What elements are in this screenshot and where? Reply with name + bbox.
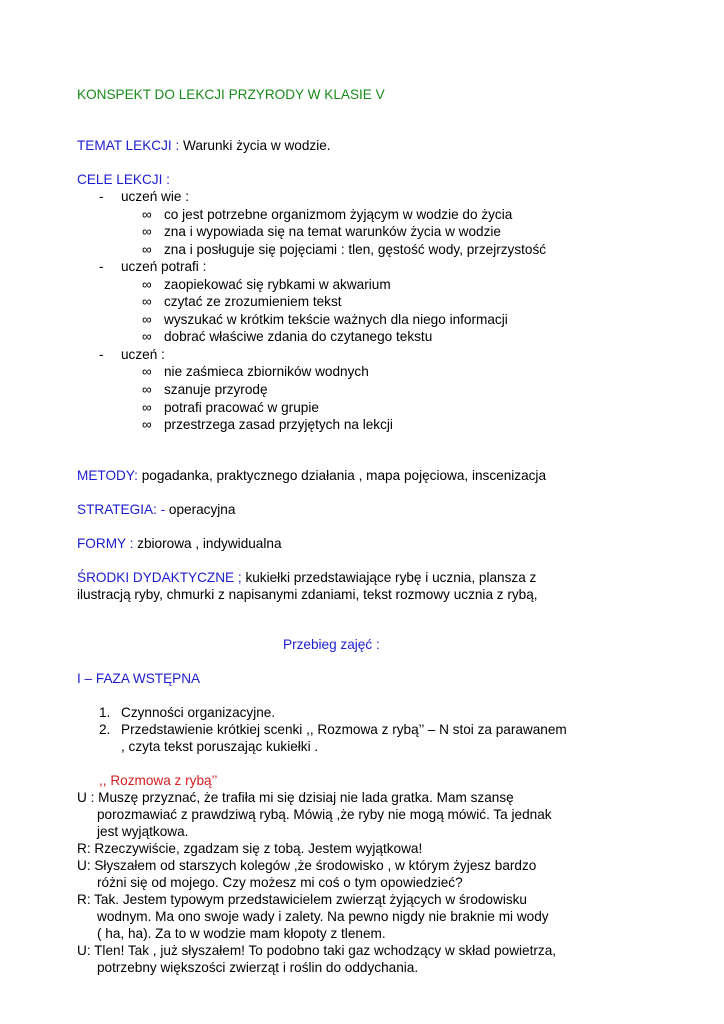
dialog-line: potrzebny większości zwierząt i roślin do oddychania. xyxy=(97,960,419,975)
forms-value: zbiorowa , indywidualna xyxy=(133,536,282,551)
aids-line xyxy=(77,569,536,586)
methods-label: METODY: xyxy=(77,468,138,483)
infinity-bullet-icon: ∞ xyxy=(142,400,152,415)
goal-item: ∞ czytać ze zrozumieniem tekst xyxy=(142,294,342,309)
aids-line-2: ilustracją ryby, chmurki z napisanymi zdaniami, tekst rozmowy ucznia z rybą, xyxy=(77,587,538,602)
goal-item: ∞ wyszukać w krótkim tekście ważnych dla niego informacji xyxy=(142,312,508,327)
step-continuation: , czyta tekst poruszając kukiełki . xyxy=(121,739,319,754)
goal-item: ∞ co jest potrzebne organizmom żyjącym w wodzie do życia xyxy=(142,207,513,222)
dash-marker: - xyxy=(99,259,104,274)
methods-value: pogadanka, praktycznego działania , mapa pojęciowa, inscenizacja xyxy=(137,468,547,483)
dialog-line: U : Muszę przyznać, że trafiła mi się dzisiaj nie lada gratka. Mam szansę xyxy=(77,790,514,805)
course-title: Przebieg zajęć : xyxy=(283,637,380,652)
goal-item: ∞ nie zaśmieca zbiorników wodnych xyxy=(142,364,369,379)
step-item: 2. Przedstawienie krótkiej scenki ,, Rozmowa z rybą’’ – N stoi za parawanem xyxy=(99,722,567,737)
strategy-label: STRATEGIA: - xyxy=(77,502,166,517)
goal-item: ∞ szanuje przyrodę xyxy=(142,382,268,397)
dialog-line: U: Tlen! Tak , już słyszałem! To podobno taki gaz wchodzący w skład powietrza, xyxy=(77,943,557,958)
goal-item: ∞ zna i wypowiada się na temat warunków życia w wodzie xyxy=(142,224,501,239)
dialog-line: U: Słyszałem od starszych kolegów ,że środowisko , w którym żyjesz bardzo xyxy=(77,858,537,873)
topic-line xyxy=(77,137,331,154)
infinity-bullet-icon: ∞ xyxy=(142,277,152,292)
infinity-bullet-icon: ∞ xyxy=(142,364,152,379)
infinity-bullet-icon: ∞ xyxy=(142,224,152,239)
infinity-bullet-icon: ∞ xyxy=(142,312,152,327)
dialog-line: ( ha, ha). Za to w wodzie mam kłopoty z tlenem. xyxy=(97,926,386,941)
dialog-line: R: Tak. Jestem typowym przedstawicielem zwierząt żyjących w środowisku xyxy=(77,892,527,907)
goal-group-head: - uczeń potrafi : xyxy=(99,259,207,274)
goal-group-head: - uczeń : xyxy=(99,347,165,362)
strategy-line xyxy=(77,501,235,518)
infinity-bullet-icon: ∞ xyxy=(142,207,152,222)
dialog-line: wodnym. Ma ono swoje wady i zalety. Na pewno nigdy nie braknie mi wody xyxy=(97,909,549,924)
goals-label: CELE LEKCJI : xyxy=(77,172,170,187)
document-title: KONSPEKT DO LEKCJI PRZYRODY W KLASIE V xyxy=(77,87,385,102)
dialog-line: jest wyjątkowa. xyxy=(97,824,189,839)
infinity-bullet-icon: ∞ xyxy=(142,294,152,309)
dash-marker: - xyxy=(99,347,104,362)
forms-line xyxy=(77,535,282,552)
goal-item: ∞ zaopiekować się rybkami w akwarium xyxy=(142,277,391,292)
strategy-value: operacyjna xyxy=(165,502,236,517)
step-item: 1. Czynności organizacyjne. xyxy=(99,705,276,720)
aids-value: kukiełki przedstawiające rybę i ucznia, plansza z xyxy=(241,570,537,585)
goal-item: ∞ przestrzega zasad przyjętych na lekcji xyxy=(142,417,393,432)
aids-label: ŚRODKI DYDAKTYCZNE ; xyxy=(77,570,242,585)
dialog-line: R: Rzeczywiście, zgadzam się z tobą. Jestem wyjątkowa! xyxy=(77,841,423,856)
dash-marker: - xyxy=(99,189,104,204)
dialog-line: porozmawiać z prawdziwą rybą. Mówią ,że ryby nie mogą mówić. Ta jednak xyxy=(97,807,552,822)
dialog-title: ,, Rozmowa z rybą’’ xyxy=(99,773,218,788)
infinity-bullet-icon: ∞ xyxy=(142,417,152,432)
infinity-bullet-icon: ∞ xyxy=(142,382,152,397)
goal-item: ∞ zna i posługuje się pojęciami : tlen, gęstość wody, przejrzystość xyxy=(142,242,547,257)
dialog-line: różni się od mojego. Czy możesz mi coś o tym opowiedzieć? xyxy=(97,875,463,890)
forms-label: FORMY : xyxy=(77,536,134,551)
phase-heading: I – FAZA WSTĘPNA xyxy=(77,671,201,686)
methods-line xyxy=(77,467,546,484)
infinity-bullet-icon: ∞ xyxy=(142,329,152,344)
goal-item: ∞ dobrać właściwe zdania do czytanego tekstu xyxy=(142,329,433,344)
topic-label: TEMAT LEKCJI : xyxy=(77,138,180,153)
goal-item: ∞ potrafi pracować w grupie xyxy=(142,400,319,415)
topic-value: Warunki życia w wodzie. xyxy=(183,138,331,153)
goal-group-head: - uczeń wie : xyxy=(99,189,190,204)
infinity-bullet-icon: ∞ xyxy=(142,242,152,257)
